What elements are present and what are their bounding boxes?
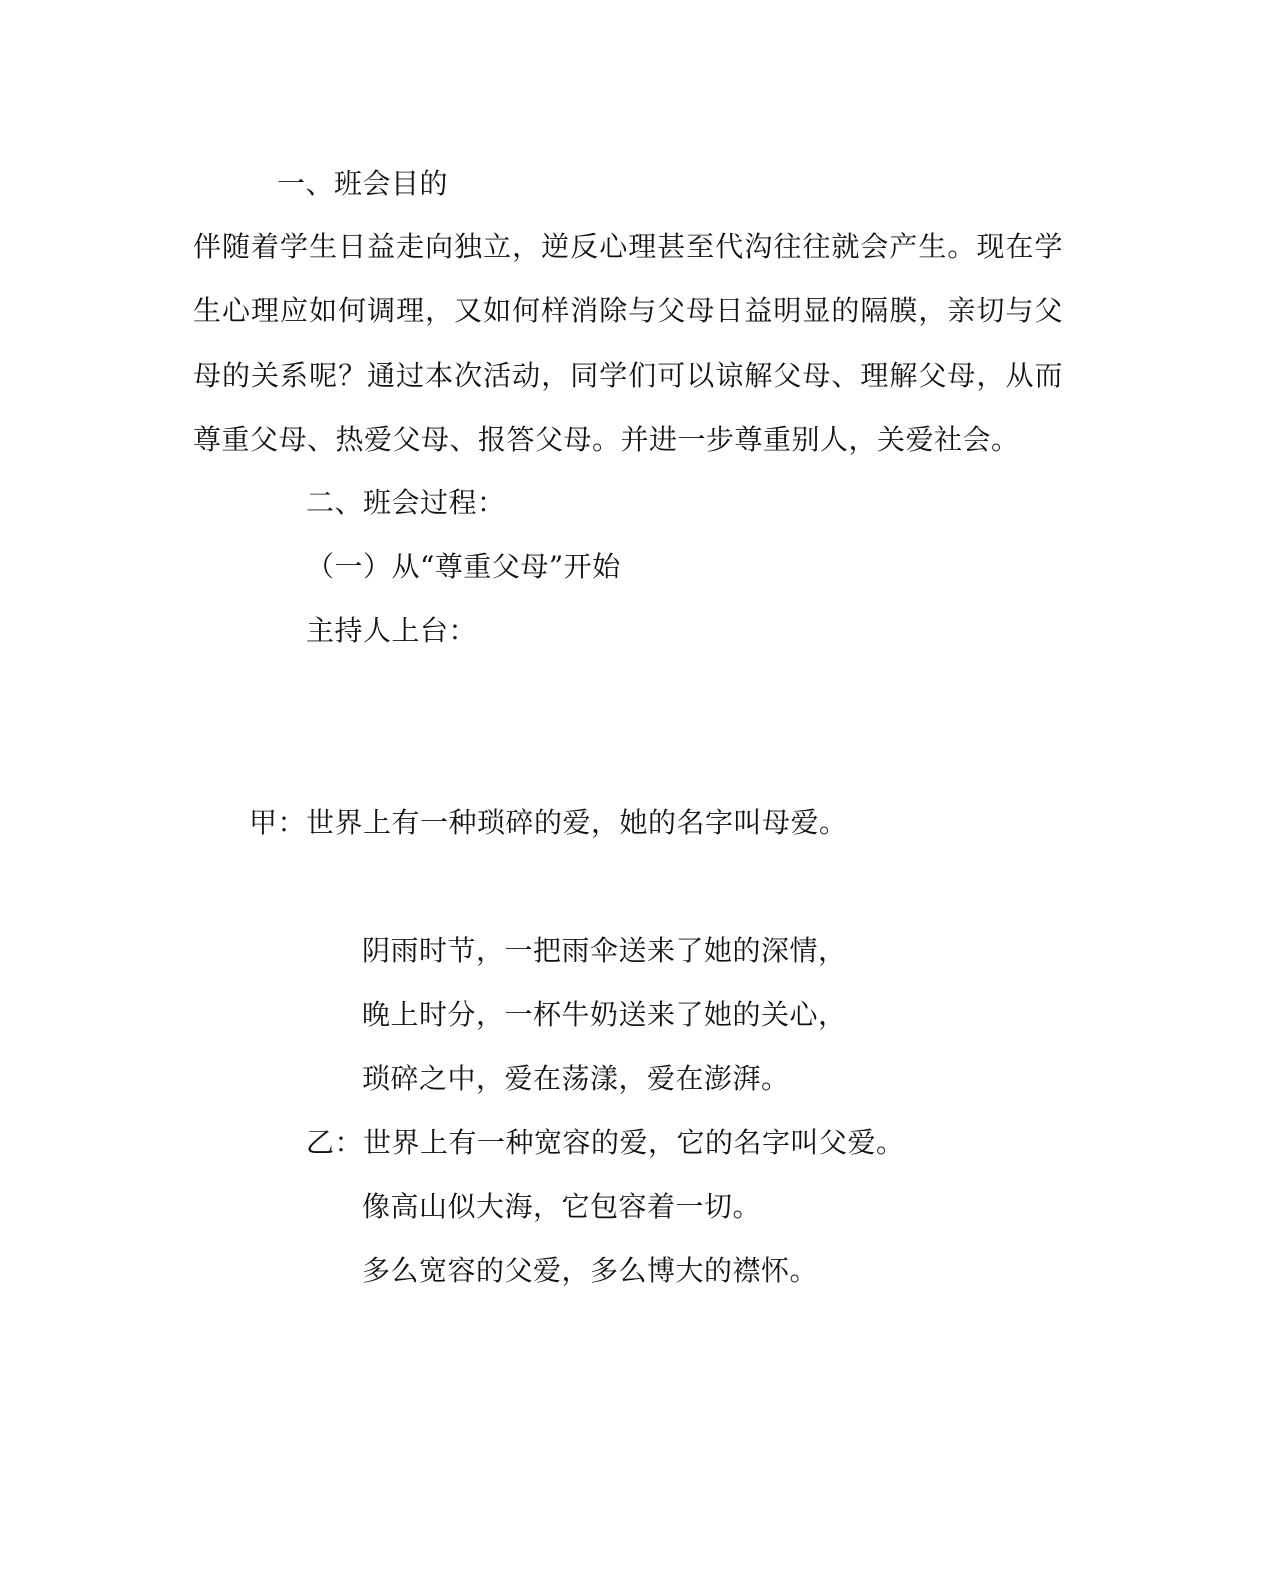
jia-verse-1: 阴雨时节，一把雨伞送来了她的深情， (362, 934, 847, 967)
yi-verse-1: 像高山似大海，它包容着一切。 (362, 1190, 762, 1223)
host-intro: 主持人上台： (306, 614, 478, 647)
purpose-paragraph: 伴随着学生日益走向独立，逆反心理甚至代沟往往就会产生。现在学生心理应如何调理，又如何样消除与父母日益明显的隔膜，亲切与父母的关系呢？通过本次活动，同学们可以谅解父母、理解父母，从而尊重父母、热爱父母、报答父母。并进一步尊重别人，关爱社会。 (193, 230, 1063, 456)
section-heading-process: 二、班会过程： (306, 486, 506, 519)
jia-verse-2: 晚上时分，一杯牛奶送来了她的关心， (362, 998, 847, 1031)
subsection-heading: （一）从“尊重父母”开始 (306, 550, 621, 583)
dialogue-jia-line: 甲：世界上有一种琐碎的爱，她的名字叫母爱。 (249, 806, 848, 839)
yi-verse-2: 多么宽容的父爱，多么博大的襟怀。 (362, 1254, 819, 1287)
section-heading-purpose: 一、班会目的 (277, 167, 449, 200)
dialogue-yi-line: 乙：世界上有一种宽容的爱，它的名字叫父爱。 (306, 1126, 905, 1159)
jia-verse-3: 琐碎之中，爱在荡漾，爱在澎湃。 (362, 1062, 790, 1095)
